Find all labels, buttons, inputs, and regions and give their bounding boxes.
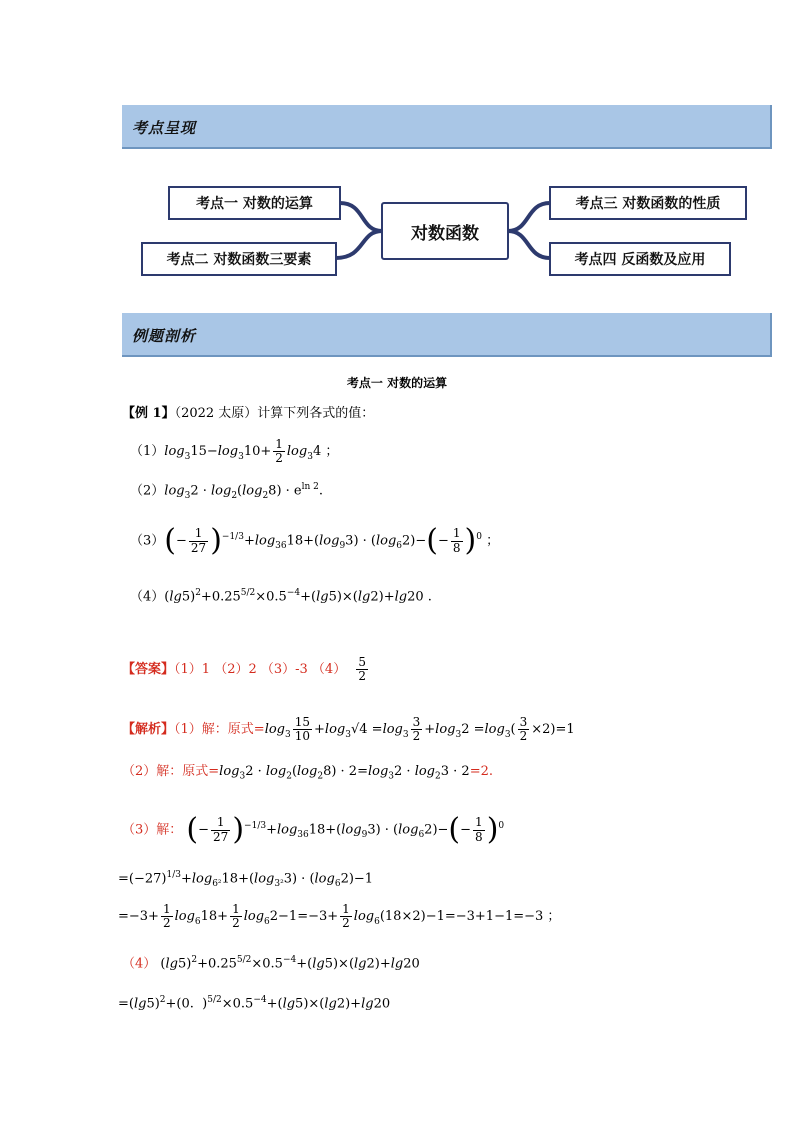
item-number: （4） bbox=[130, 589, 165, 605]
node-label: 考点三 对数函数的性质 bbox=[575, 196, 721, 212]
example-source: （2022 太原）计算下列各式的值： bbox=[174, 406, 375, 421]
mindmap-node-topic-3 bbox=[549, 186, 747, 220]
topic-title: 考点一 对数的运算 bbox=[346, 376, 448, 390]
answer-frac-den: 2 bbox=[358, 669, 366, 684]
mindmap-node-topic-1 bbox=[168, 186, 341, 220]
analysis-step-3: （3）解： (− $\frac{1}{27}$ )$^{-1/3}+\log_{36}18+(\log_93) \cdot (\log_62)-(-$ $\frac{1}{8}$ )$^0$ bbox=[122, 812, 505, 847]
item-number: （1） bbox=[130, 444, 165, 460]
example-item-2: $(2)\log_32 \cdot \log_2(\log_28) \cdot e^{ln 2}$. bbox=[130, 482, 324, 501]
analysis-step-3c: =−3+ $\frac{1}{2}$ $\log_618+$ $\frac{1}{2}$ $\log_62-1=-3+$ $\frac{1}{2}$ $\log_6(18\times 2)-1=-3+1-1=-3$ ； bbox=[118, 902, 561, 931]
analysis-step-3b: $=(-27)^{1/3}+\log_{6^2}18+(\log_{3^2}3) \cdot (\log_62)-1$ bbox=[118, 870, 374, 889]
answer-frac-num: 5 bbox=[358, 655, 366, 669]
analysis-text: （2）解：原式= bbox=[122, 764, 220, 779]
example-item-1: $(1)\log_315-\log_310+$ $\frac{1}{2}$ $\log_34$ ； bbox=[130, 437, 339, 466]
analysis-text: （1）解：原式= bbox=[174, 722, 265, 738]
mindmap-node-topic-4 bbox=[549, 242, 731, 276]
section-header-examples bbox=[122, 313, 772, 357]
example-heading bbox=[122, 406, 374, 422]
answer-text: （1）1 （2）2 （3）-3 （4） bbox=[174, 662, 347, 678]
analysis-step-1: 【解析】（1）解：原式$=\log_3$ $\frac{15}{10}$ $+\log_3√4 =\log_3$ $\frac{3}{2}$ $+\log_32 =\log_3$( $\frac{3}{2}$ ×2)=1 bbox=[122, 715, 575, 744]
node-label: 考点一 对数的运算 bbox=[196, 196, 313, 212]
analysis-text: （3）解： bbox=[122, 822, 183, 838]
answer-tag: 【答案】 bbox=[122, 662, 175, 678]
section-title: 考点呈现 bbox=[132, 119, 197, 137]
example-tag: 【例 1】 bbox=[122, 406, 175, 421]
analysis-tag: 【解析】 bbox=[122, 722, 175, 738]
analysis-step-4b: $=(\lg 5)^2+(0$. )$^{5/2}\times 0.5^{-4}+(\lg 5)\times(\lg 2)+\lg 20$ bbox=[118, 995, 391, 1012]
item-number: （3） bbox=[130, 533, 165, 549]
analysis-text: （4） bbox=[122, 956, 157, 972]
mindmap-node-topic-2 bbox=[141, 242, 337, 276]
node-label: 考点四 反函数及应用 bbox=[574, 252, 706, 268]
analysis-step-4: （4） $(\lg 5)^2+0.25^{5/2}\times 0.5^{-4}+(\lg 5)\times(\lg 2)+\lg 20$ bbox=[122, 955, 420, 972]
center-label: 对数函数 bbox=[411, 223, 479, 244]
mindmap-center-node bbox=[381, 202, 509, 260]
item-number: （2） bbox=[130, 483, 165, 499]
section-title: 例题剖析 bbox=[132, 327, 197, 345]
answer-line bbox=[122, 656, 370, 683]
node-label: 考点二 对数函数三要素 bbox=[166, 252, 312, 268]
example-item-4: $(4)(\lg 5)^2+0.25^{5/2}\times 0.5^{-4}+(\lg 5)\times(\lg 2)+\lg 20$ . bbox=[130, 588, 432, 605]
analysis-result: =2. bbox=[469, 764, 493, 779]
analysis-step-2: （2）解：原式$=\log_32 \cdot \log_2(\log_28) \cdot 2=\log_32 \cdot \log_23 \cdot 2=2$. bbox=[122, 764, 493, 782]
example-item-3: （3）(− $\frac{1}{27}$ )$^{-1/3}+\log_{36}18+(\log_93) \cdot (\log_62)-(-$ $\frac{1}{8}$ )$^0$ ； bbox=[130, 523, 500, 558]
